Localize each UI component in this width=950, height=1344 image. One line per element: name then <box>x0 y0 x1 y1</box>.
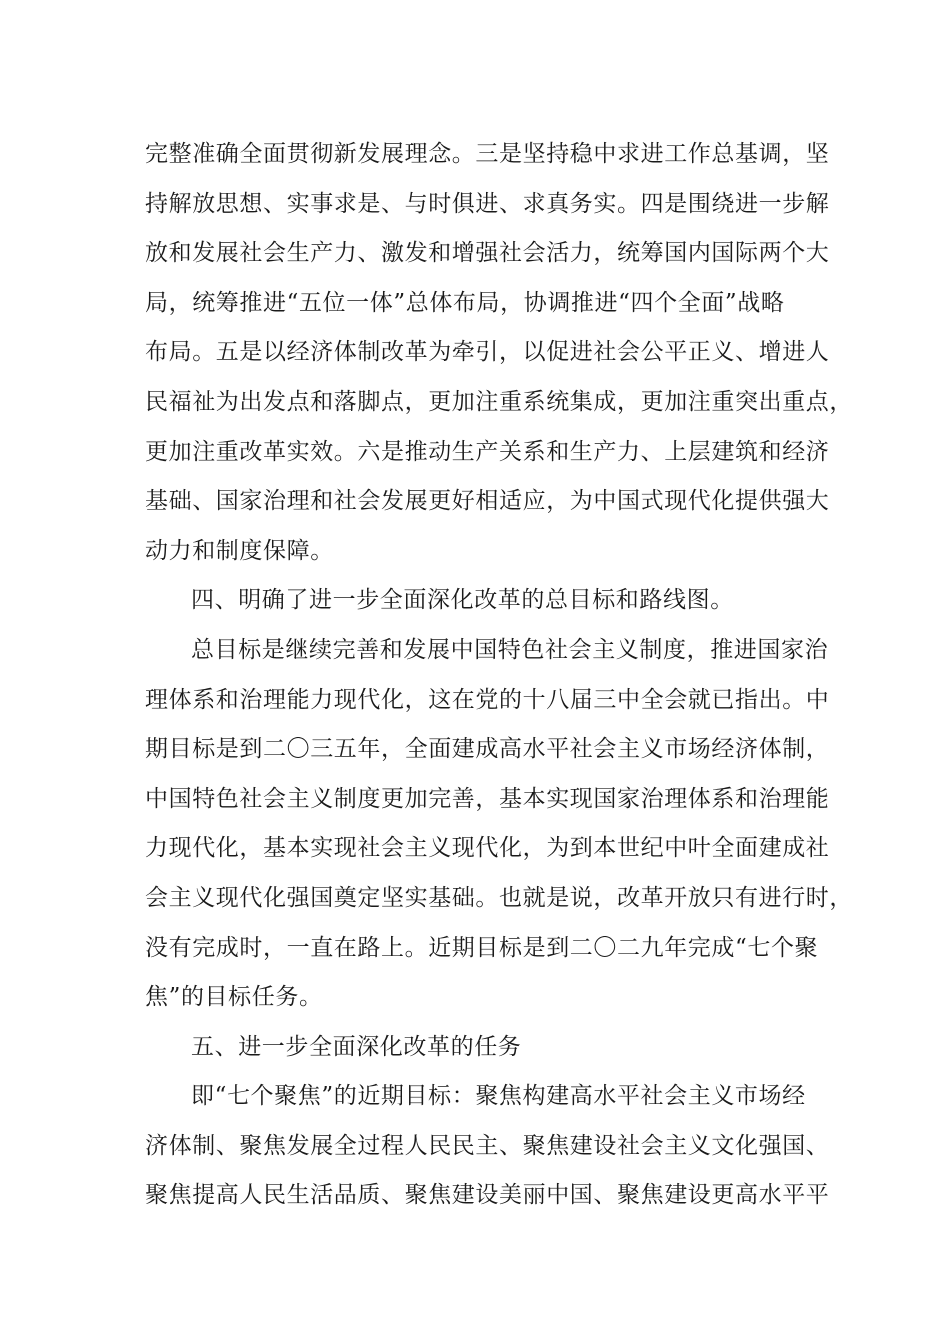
text-line: 放和发展社会生产力、激发和增强社会活力，统筹国内国际两个大 <box>145 240 830 267</box>
text-line: 民福祉为出发点和落脚点，更加注重系统集成，更加注重突出重点， <box>145 388 853 415</box>
section-heading-5: 五、进一步全面深化改革的任务 <box>191 1033 522 1060</box>
text-line: 动力和制度保障。 <box>145 537 334 564</box>
text-line: 持解放思想、实事求是、与时俱进、求真务实。四是围绕进一步解 <box>145 190 830 217</box>
text-line: 完整准确全面贯彻新发展理念。三是坚持稳中求进工作总基调，坚 <box>145 141 830 167</box>
text-line: 会主义现代化强国奠定坚实基础。也就是说，改革开放只有进行时， <box>145 884 853 911</box>
text-line: 聚焦提高人民生活品质、聚焦建设美丽中国、聚焦建设更高水平平 <box>145 1182 830 1209</box>
text-line: 局，统筹推进“五位一体”总体布局，协调推进“四个全面”战略 <box>145 289 785 316</box>
text-line: 济体制、聚焦发展全过程人民民主、聚焦建设社会主义文化强国、 <box>145 1132 830 1159</box>
text-line: 更加注重改革实效。六是推动生产关系和生产力、上层建筑和经济 <box>145 438 830 465</box>
document-body <box>145 130 853 1221</box>
text-line: 力现代化，基本实现社会主义现代化，为到本世纪中叶全面建成社 <box>145 835 830 862</box>
section-heading-4: 四、明确了进一步全面深化改革的总目标和路线图。 <box>191 587 734 614</box>
text-line: 中国特色社会主义制度更加完善，基本实现国家治理体系和治理能 <box>145 785 830 812</box>
paragraph-start: 即“七个聚焦”的近期目标：聚焦构建高水平社会主义市场经 <box>191 1083 806 1110</box>
text-line: 期目标是到二〇三五年，全面建成高水平社会主义市场经济体制， <box>145 736 830 763</box>
text-line: 布局。五是以经济体制改革为牵引，以促进社会公平正义、增进人 <box>145 339 830 366</box>
text-line: 焦”的目标任务。 <box>145 984 323 1011</box>
text-line: 理体系和治理能力现代化，这在党的十八届三中全会就已指出。中 <box>145 686 830 713</box>
paragraph-start: 总目标是继续完善和发展中国特色社会主义制度，推进国家治 <box>191 636 829 663</box>
text-line: 基础、国家治理和社会发展更好相适应，为中国式现代化提供强大 <box>145 488 830 515</box>
text-line: 没有完成时，一直在路上。近期目标是到二〇二九年完成“七个聚 <box>145 934 819 961</box>
